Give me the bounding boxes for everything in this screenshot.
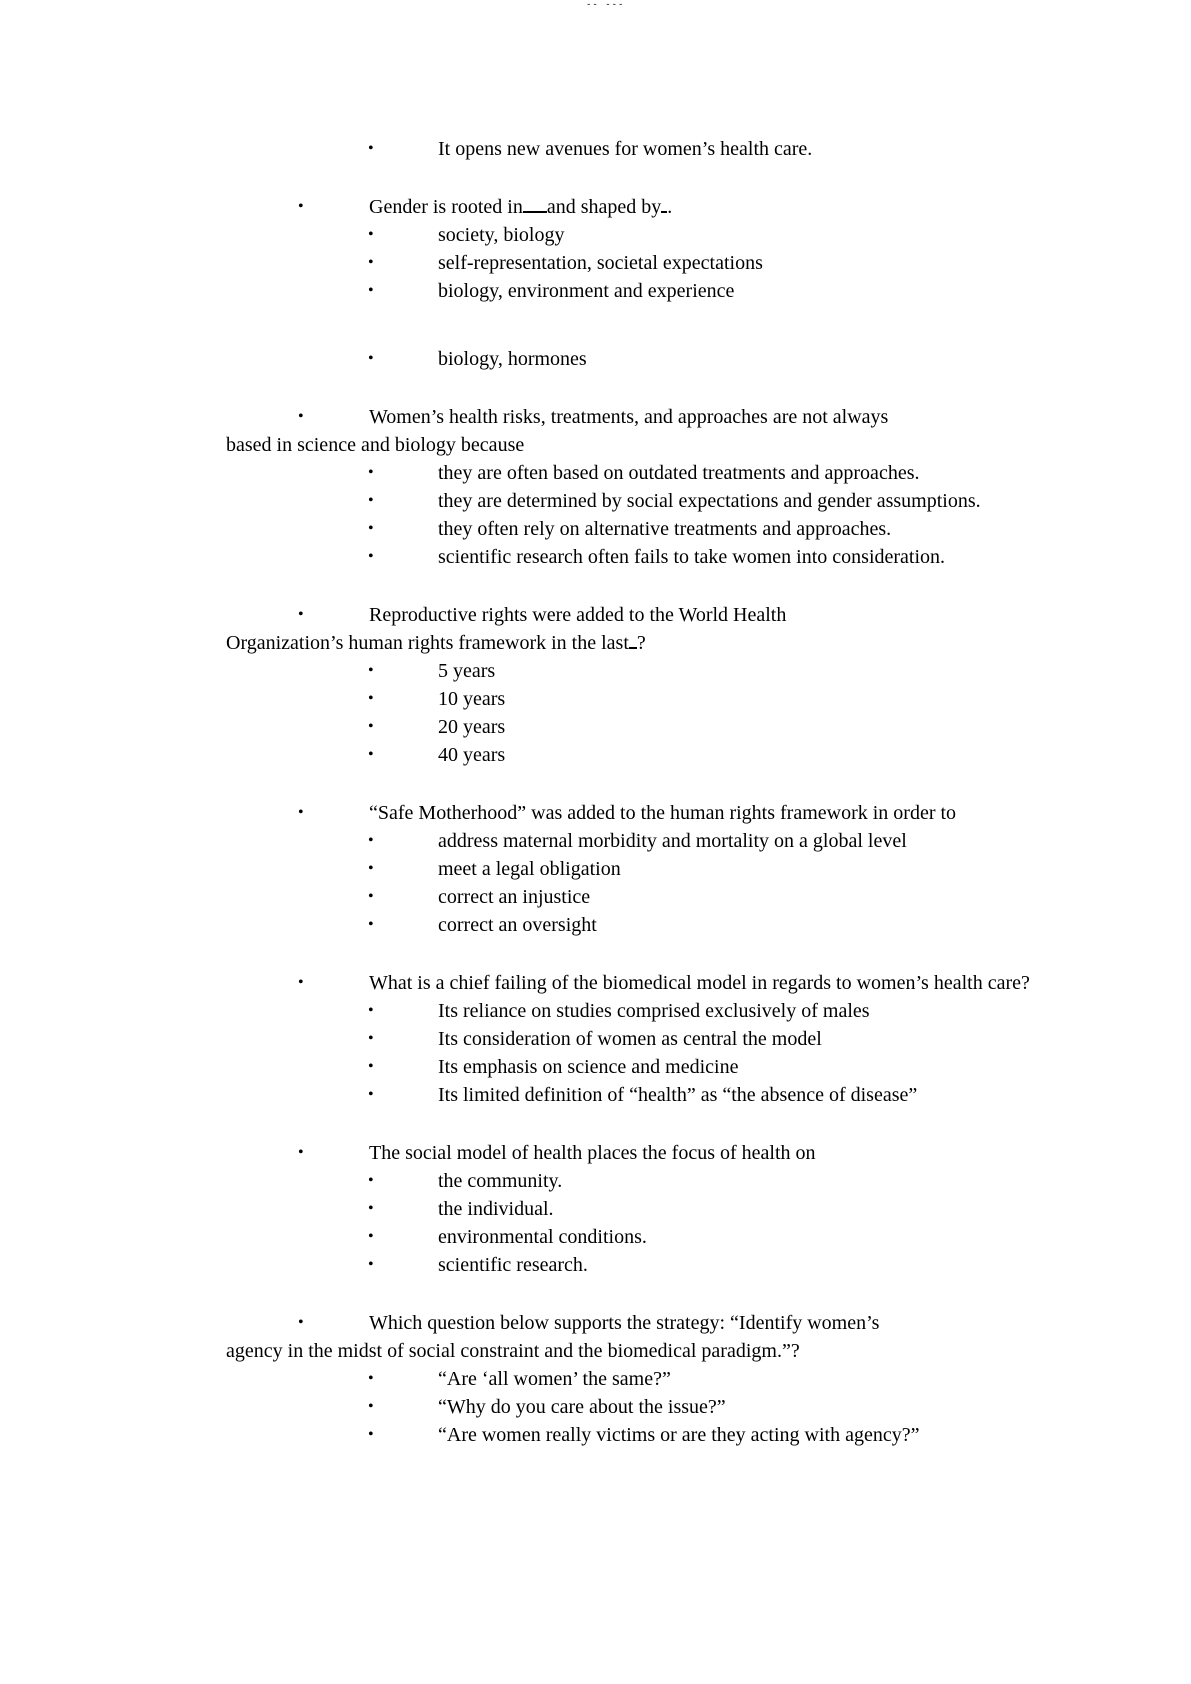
answer-option: meet a legal obligation bbox=[438, 858, 621, 880]
question-text: Which question below supports the strategy: “Identify women’s bbox=[369, 1312, 880, 1334]
answer-option: the community. bbox=[438, 1170, 563, 1192]
question-text-continued bbox=[226, 632, 646, 654]
answer-option: the individual. bbox=[438, 1198, 554, 1220]
bullet-icon: • bbox=[298, 1314, 304, 1331]
answer-option: self-representation, societal expectations bbox=[438, 252, 763, 274]
answer-option: “Are ‘all women’ the same?” bbox=[438, 1368, 671, 1390]
bullet-icon: • bbox=[368, 1370, 374, 1387]
bullet-icon: • bbox=[368, 746, 374, 763]
question-suffix: ? bbox=[636, 632, 646, 654]
question-suffix: . bbox=[667, 196, 673, 218]
bullet-icon: • bbox=[368, 1228, 374, 1245]
answer-option: 40 years bbox=[438, 744, 506, 766]
bullet-icon: • bbox=[298, 408, 304, 425]
bullet-icon: • bbox=[368, 464, 374, 481]
question-middle: and shaped by bbox=[546, 196, 662, 218]
bullet-icon: • bbox=[368, 140, 374, 157]
question-text-continued: agency in the midst of social constraint and the biomedical paradigm.”? bbox=[226, 1340, 800, 1362]
answer-option: they often rely on alternative treatments and approaches. bbox=[438, 518, 892, 540]
question-prefix: Gender is rooted in bbox=[369, 196, 523, 218]
bullet-icon: • bbox=[368, 282, 374, 299]
answer-option: scientific research often fails to take women into consideration. bbox=[438, 546, 946, 568]
bullet-icon: • bbox=[368, 350, 374, 367]
bullet-icon: • bbox=[368, 1058, 374, 1075]
answer-option: environmental conditions. bbox=[438, 1226, 647, 1248]
bullet-icon: • bbox=[368, 1256, 374, 1273]
bullet-icon: • bbox=[298, 1144, 304, 1161]
bullet-icon: • bbox=[298, 804, 304, 821]
question-text-continued: based in science and biology because bbox=[226, 434, 525, 456]
bullet-icon: • bbox=[368, 1172, 374, 1189]
answer-option: 20 years bbox=[438, 716, 506, 738]
answer-option: “Why do you care about the issue?” bbox=[438, 1396, 726, 1418]
answer-option: 5 years bbox=[438, 660, 496, 682]
answer-option: Its emphasis on science and medicine bbox=[438, 1056, 739, 1078]
answer-option: Its reliance on studies comprised exclusively of males bbox=[438, 1000, 870, 1022]
bullet-icon: • bbox=[368, 888, 374, 905]
answer-option: “Are women really victims or are they acting with agency?” bbox=[438, 1424, 920, 1446]
bullet-icon: • bbox=[368, 860, 374, 877]
answer-option: address maternal morbidity and mortality on a global level bbox=[438, 830, 907, 852]
answer-option: correct an oversight bbox=[438, 914, 597, 936]
bullet-icon: • bbox=[368, 1002, 374, 1019]
answer-option: they are often based on outdated treatments and approaches. bbox=[438, 462, 920, 484]
answer-option: biology, environment and experience bbox=[438, 280, 735, 302]
bullet-icon: • bbox=[368, 718, 374, 735]
question-text: Reproductive rights were added to the World Health bbox=[369, 604, 787, 626]
question-text-part: Organization’s human rights framework in the last bbox=[226, 632, 629, 654]
answer-option: It opens new avenues for women’s health care. bbox=[438, 138, 813, 160]
bullet-icon: • bbox=[368, 1200, 374, 1217]
bullet-icon: • bbox=[298, 974, 304, 991]
page-header-mark: -- --- bbox=[586, 0, 625, 10]
answer-option: they are determined by social expectations and gender assumptions. bbox=[438, 490, 981, 512]
bullet-icon: • bbox=[368, 690, 374, 707]
answer-option: correct an injustice bbox=[438, 886, 591, 908]
bullet-icon: • bbox=[368, 492, 374, 509]
question-text bbox=[369, 196, 672, 218]
blank-line bbox=[523, 197, 547, 213]
bullet-icon: • bbox=[368, 1086, 374, 1103]
blank-line bbox=[629, 633, 637, 649]
bullet-icon: • bbox=[368, 548, 374, 565]
answer-option: 10 years bbox=[438, 688, 506, 710]
bullet-icon: • bbox=[368, 520, 374, 537]
answer-option: Its limited definition of “health” as “the absence of disease” bbox=[438, 1084, 918, 1106]
bullet-icon: • bbox=[368, 1398, 374, 1415]
answer-option: Its consideration of women as central the model bbox=[438, 1028, 822, 1050]
answer-option: biology, hormones bbox=[438, 348, 587, 370]
answer-option: society, biology bbox=[438, 224, 565, 246]
bullet-icon: • bbox=[368, 254, 374, 271]
bullet-icon: • bbox=[368, 1426, 374, 1443]
question-text: Women’s health risks, treatments, and approaches are not always bbox=[369, 406, 889, 428]
question-text: “Safe Motherhood” was added to the human rights framework in order to bbox=[369, 802, 957, 824]
question-text: The social model of health places the focus of health on bbox=[369, 1142, 816, 1164]
question-text: What is a chief failing of the biomedical model in regards to women’s health care? bbox=[369, 972, 1030, 994]
bullet-icon: • bbox=[368, 916, 374, 933]
bullet-icon: • bbox=[368, 1030, 374, 1047]
bullet-icon: • bbox=[368, 226, 374, 243]
bullet-icon: • bbox=[368, 832, 374, 849]
bullet-icon: • bbox=[368, 662, 374, 679]
bullet-icon: • bbox=[298, 198, 304, 215]
bullet-icon: • bbox=[298, 606, 304, 623]
answer-option: scientific research. bbox=[438, 1254, 588, 1276]
